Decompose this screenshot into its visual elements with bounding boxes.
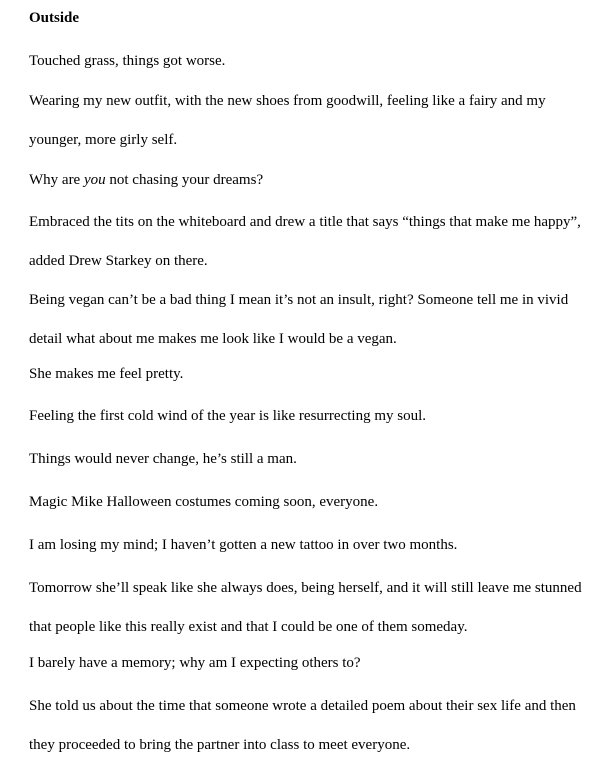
paragraph xyxy=(29,569,599,647)
paragraph xyxy=(29,281,599,359)
paragraph xyxy=(29,492,599,512)
paragraph-text: Why are xyxy=(29,172,84,188)
paragraph xyxy=(29,82,599,160)
paragraph-text: Embraced the tits on the whiteboard and drew a title that says “things that make me happy”, added Drew Starkey on there. xyxy=(29,214,581,269)
paragraph xyxy=(29,653,599,673)
paragraph-text: I am losing my mind; I haven’t gotten a new tattoo in over two months. xyxy=(29,537,458,553)
paragraph xyxy=(29,203,599,281)
paragraph xyxy=(29,364,599,384)
paragraph xyxy=(29,687,599,765)
paragraph-text: She told us about the time that someone wrote a detailed poem about their sex life and then they proceeded to bring the partner into class to meet everyone. xyxy=(29,698,576,753)
emphasized-text: you xyxy=(83,172,106,188)
paragraph xyxy=(29,51,599,71)
paragraph-text: Things would never change, he’s still a man. xyxy=(29,451,297,467)
paragraph-text: Touched grass, things got worse. xyxy=(29,53,226,69)
paragraph xyxy=(29,170,599,190)
paragraph-text: She makes me feel pretty. xyxy=(29,366,184,382)
paragraph-text: Tomorrow she’ll speak like she always does, being herself, and it will still leave me stunned that people like this really exist and that I could be one of them someday. xyxy=(29,580,582,635)
paragraph-text: Wearing my new outfit, with the new shoes from goodwill, feeling like a fairy and my younger, more girly self. xyxy=(29,93,546,148)
paragraph xyxy=(29,535,599,555)
document-title: Outside xyxy=(29,10,80,26)
paragraph-text: Feeling the first cold wind of the year is like resurrecting my soul. xyxy=(29,408,426,424)
paragraph xyxy=(29,449,599,469)
paragraph xyxy=(29,406,599,426)
paragraph-text: Being vegan can’t be a bad thing I mean it’s not an insult, right? Someone tell me in vivid detail what about me makes me look like I would be a vegan. xyxy=(29,292,569,347)
paragraph-text: Magic Mike Halloween costumes coming soon, everyone. xyxy=(29,494,379,510)
paragraph-text: not chasing your dreams? xyxy=(105,172,264,188)
paragraph-text: I barely have a memory; why am I expecting others to? xyxy=(29,655,361,671)
